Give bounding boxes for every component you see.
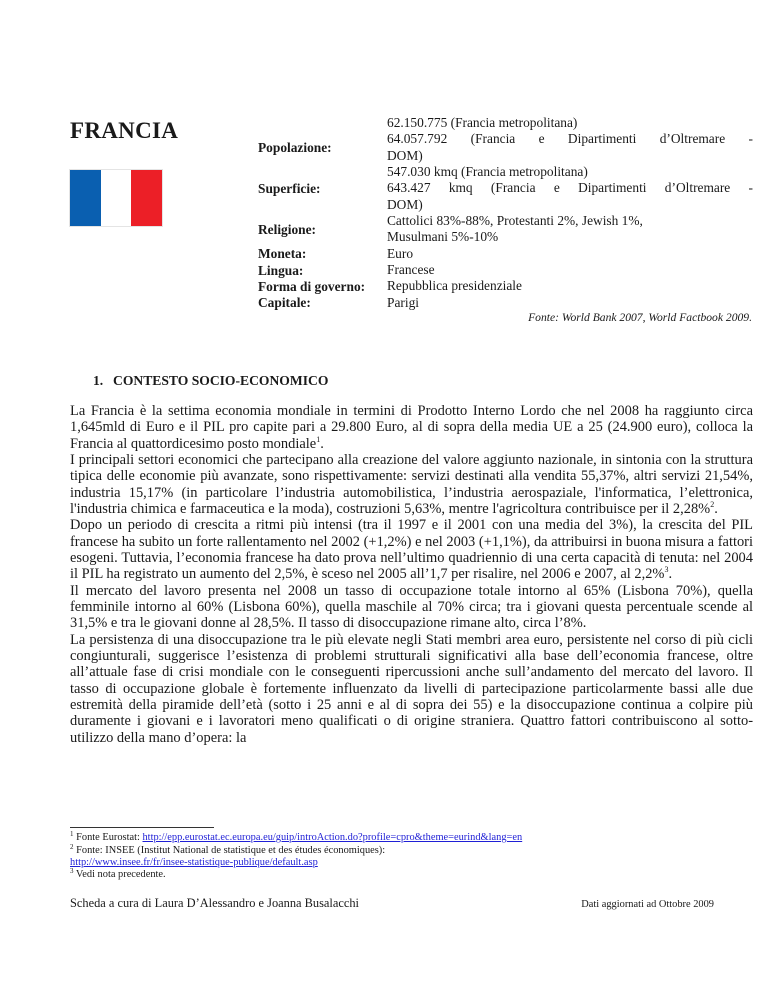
facts-values (387, 115, 753, 311)
label-currency: Moneta: (258, 246, 307, 261)
paragraph-text: La Francia è la settima economia mondiale in termini di Prodotto Interno Lordo che nel 2008 ha raggiunto circa 1,645mld di Euro e il PIL pro capite pari a 29.800 Euro, al di sopra della media UE a 25 (24.900 euro), colloca la Francia al quattordicesimo posto mondiale (70, 403, 753, 452)
footnote-text: Fonte: INSEE (Institut National de statistique et des études économiques): (73, 844, 386, 856)
footnote-ref-2[interactable]: 2 (710, 499, 715, 509)
label-language: Lingua: (258, 263, 304, 278)
footnote-number: 2 (70, 842, 74, 851)
flag-stripe-red (131, 170, 162, 226)
value-population-metropolitan: 62.150.775 (Francia metropolitana) (387, 115, 578, 130)
label-capital: Capitale: (258, 295, 311, 310)
footnote-divider (70, 827, 214, 828)
section-heading (93, 373, 328, 389)
footnote-1 (70, 832, 760, 845)
section-title: CONTESTO SOCIO-ECONOMICO (113, 373, 329, 388)
value-capital: Parigi (387, 294, 419, 310)
value-currency: Euro (387, 245, 414, 261)
label-religion: Religione: (258, 222, 317, 237)
value-area-dom-cont: DOM) (387, 196, 423, 212)
footnote-2 (70, 842, 760, 858)
country-title: FRANCIA (70, 118, 179, 143)
footnote-number: 1 (70, 830, 74, 838)
footer-update-date: Dati aggiornati ad Ottobre 2009 (581, 899, 714, 910)
value-population-dom-cont: DOM) (387, 147, 423, 163)
label-population: Popolazione: (258, 140, 332, 155)
footnote-ref-3[interactable]: 3 (664, 565, 669, 575)
value-government: Repubblica presidenziale (387, 278, 522, 294)
paragraph-growth (70, 517, 753, 582)
paragraph-end: . (320, 435, 324, 452)
paragraph-labour-market: Il mercato del lavoro presenta nel 2008 un tasso di occupazione totale intorno al 65% (Lisbona 70%), quella femminile intorno al 60% (Lisbona 60%), quella maschile al 70% circa; tra i giovani questa percentuale scende al 31,5% e tra le giovani donne al 28,5%. Il tasso di disoccupazione rimane alto, circa l’8%. (70, 582, 753, 632)
footnote-text: Fonte Eurostat: (73, 832, 143, 843)
footnote-link-eurostat[interactable]: http://epp.eurostat.ec.europa.eu/guip/introAction.do?profile=cpro&theme=eurind&lang=en (142, 832, 523, 843)
section-number: 1. (93, 373, 104, 388)
value-area-dom: 643.427 kmq (Francia e Dipartimenti d’Oltremare - (387, 180, 753, 196)
paragraph-unemployment: La persistenza di una disoccupazione tra le più elevate negli Stati membri area euro, persistente nel corso di più cicli congiunturali, suggerisce l’esistenza di problemi strutturali significativi alla base dell’economia francese, oltre all’attuale fase di crisi mondiale con le conseguenti ripercussioni anche sull’andamento del mercato del lavoro. Il tasso di occupazione globale è fortemente influenzato da livelli di partecipazione particolarmente bassi alle due estremità della piramide dell’età (sotto i 25 anni e al di sopra dei 55) e la disoccupazione continua a colpire più duramente i giovani e i lavoratori meno qualificati o di origine straniera. Quattro fattori contribuiscono al sotto-utilizzo della mano d’opera: la (70, 631, 753, 746)
footnote-link-insee[interactable]: http://www.insee.fr/fr/insee-statistique-publique/default.asp (70, 857, 318, 869)
value-language: Francese (387, 262, 435, 278)
paragraph-gdp (70, 403, 753, 452)
footer-authors: Scheda a cura di Laura D’Alessandro e Joanna Busalacchi (70, 896, 359, 910)
value-religion-line2: Musulmani 5%-10% (387, 229, 499, 245)
paragraph-sectors (70, 452, 753, 517)
facts-source: Fonte: World Bank 2007, World Factbook 2009. (528, 311, 752, 324)
footnote-text: Vedi nota precedente. (73, 868, 166, 880)
flag-stripe-white (101, 170, 132, 226)
label-government: Forma di governo: (258, 279, 366, 294)
paragraph-text: Dopo un periodo di crescita a ritmi più intensi (tra il 1997 e il 2001 con una media del 3%), la crescita del PIL francese ha subito un forte rallentamento nel 2002 (+1,2%) e nel 2003 (+1,1%), da attribuirsi in buona misura a fattori esogeni. Tuttavia, l’economia francese ha dato prova nell’ultimo quadriennio di una certa capacità di tenuta: nel 2004 il PIL ha registrato un aumento del 2,5%, è sceso nel 2005 all’1,7 per risalire, nel 2006 e 2007, al 2,2% (70, 517, 753, 583)
value-area-metropolitan: 547.030 kmq (Francia metropolitana) (387, 164, 588, 180)
label-area: Superficie: (258, 181, 321, 196)
flag-stripe-blue (70, 170, 101, 226)
footnotes (70, 832, 760, 881)
value-population-dom: 64.057.792 (Francia e Dipartimenti d’Oltremare - (387, 131, 753, 147)
paragraph-end: . (668, 566, 673, 583)
paragraph-text: I principali settori economici che partecipano alla creazione del valore aggiunto nazionale, in sintonia con la struttura tipica delle economie più avanzate, sono rispettivamente: servizi destinati alla vendita 55,37%, altri servizi 21,54%, industria 15,17% (in particolare l’industria automobilistica, l’industria aerospaziale, l'informatica, l’elettronica, l'industria chimica e farmaceutica e la moda), costruzioni 5,63%, mentre l'agricoltura contribuisce per il 2,28% (70, 451, 753, 517)
value-religion-line1: Cattolici 83%-88%, Protestanti 2%, Jewish 1%, (387, 213, 643, 229)
footnote-number: 3 (70, 866, 74, 875)
body-text (70, 403, 753, 746)
flag-france-icon (70, 170, 162, 226)
footnote-3 (70, 866, 760, 882)
paragraph-end: . (714, 500, 718, 517)
footnote-ref-1[interactable]: 1 (316, 434, 321, 444)
